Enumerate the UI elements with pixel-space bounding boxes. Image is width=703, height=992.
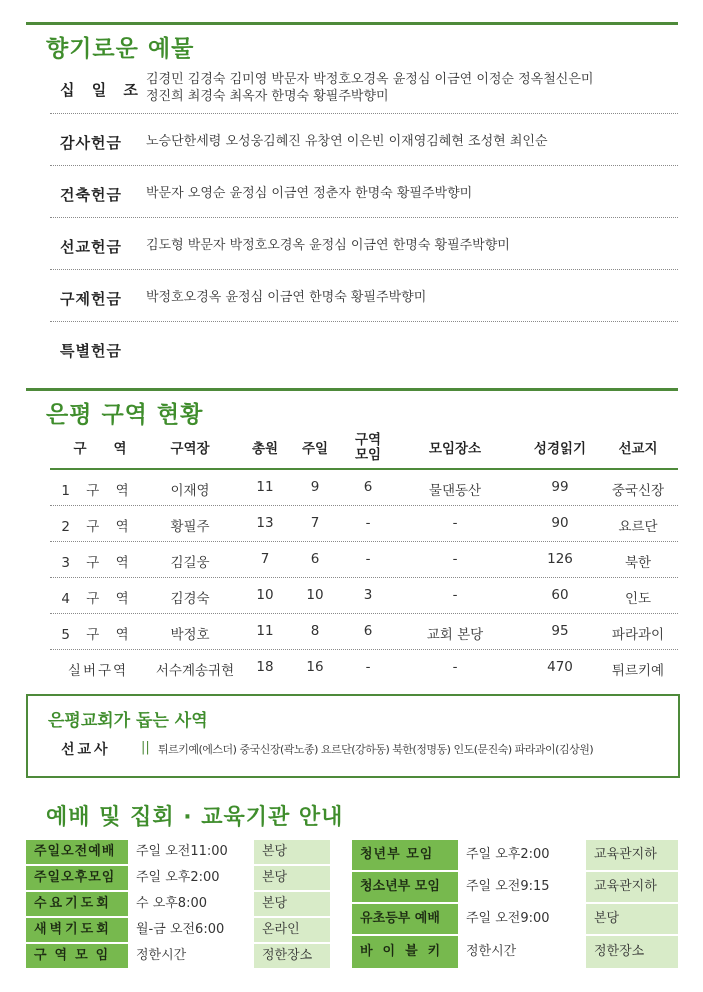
- worship-place: 교육관지하: [586, 840, 678, 870]
- worship-label: 주일오후모임: [26, 866, 128, 890]
- worship-place: 정한장소: [254, 944, 330, 968]
- col-meeting: 구역 모임: [354, 432, 382, 463]
- missions-box: [26, 694, 680, 778]
- worship-time: 주일 오후2:00: [458, 840, 586, 870]
- offering-row-building: [50, 166, 678, 218]
- district-row: 1 구 역 이재영 11 9 6 물댄동산 99 중국신장: [50, 470, 678, 506]
- worship-place: 본당: [586, 904, 678, 934]
- offering-label: 구제헌금: [60, 290, 122, 308]
- col-total: 총원: [251, 441, 279, 457]
- worship-label: 주일오전예배: [26, 840, 128, 864]
- districts-top-rule: [26, 388, 678, 391]
- offering-row-tithe: [50, 64, 678, 114]
- offerings-title: 향기로운 예물: [46, 36, 195, 62]
- offering-names: 박문자 오영순 윤정심 이금연 정춘자 한명숙 황필주박향미: [146, 186, 473, 201]
- worship-time: 주일 오후2:00: [128, 866, 254, 890]
- worship-place: 온라인: [254, 918, 330, 942]
- district-row: 5 구 역 박정호 11 8 6 교회 본당 95 파라과이: [50, 614, 678, 650]
- offering-names: 박정호오경옥 윤정심 이금연 한명숙 황필주박향미: [146, 290, 427, 305]
- missions-title: 은평교회가 돕는 사역: [48, 711, 208, 731]
- offering-label: 감사헌금: [60, 134, 122, 152]
- worship-label: 구역모임: [26, 944, 128, 968]
- worship-time: 정한시간: [128, 944, 254, 968]
- worship-place: 정한장소: [586, 936, 678, 968]
- offering-label: 십 일 조: [60, 81, 144, 99]
- offering-label: 선교헌금: [60, 238, 122, 256]
- districts-title: 은평 구역 현황: [46, 402, 204, 428]
- worship-label: 유초등부 예배: [352, 904, 458, 934]
- worship-label: 청소년부 모임: [352, 872, 458, 902]
- offering-names: 노승단한세령 오성웅김혜진 유창연 이은빈 이재영김혜현 조성현 최인순: [146, 134, 548, 149]
- offerings-top-rule: [26, 22, 678, 25]
- district-table-header: [50, 430, 678, 470]
- worship-time: 월-금 오전6:00: [128, 918, 254, 942]
- col-district: 구 역: [73, 441, 127, 457]
- district-row: 4 구 역 김경숙 10 10 3 - 60 인도: [50, 578, 678, 614]
- worship-time: 정한시간: [458, 936, 586, 968]
- worship-time: 수 오후8:00: [128, 892, 254, 916]
- offering-row-special: [50, 322, 678, 374]
- worship-label: 수요기도회: [26, 892, 128, 916]
- worship-title: 예배 및 집회 · 교육기관 안내: [46, 805, 344, 830]
- worship-label: 새벽기도회: [26, 918, 128, 942]
- offering-row-thanks: [50, 114, 678, 166]
- missions-label: 선교사: [61, 742, 111, 758]
- district-row: 실버구역 서수계송귀현 18 16 - - 470 튀르키예: [67, 659, 665, 679]
- worship-time: 주일 오전11:00: [128, 840, 254, 864]
- col-reading: 성경읽기: [533, 441, 587, 457]
- worship-label: 바이블키: [352, 936, 458, 968]
- district-row: 2 구 역 황필주 13 7 - - 90 요르단: [50, 506, 678, 542]
- offering-label: 건축헌금: [60, 186, 122, 204]
- offering-label: 특별헌금: [60, 342, 122, 360]
- worship-place: 본당: [254, 892, 330, 916]
- col-mission: 선교지: [618, 441, 658, 457]
- worship-place: 본당: [254, 840, 330, 864]
- col-leader: 구역장: [170, 441, 210, 457]
- worship-place: 본당: [254, 866, 330, 890]
- offering-names: 김도형 박문자 박정호오경옥 윤정심 이금연 한명숙 황필주박향미: [146, 238, 510, 253]
- worship-time: 주일 오전9:00: [458, 904, 586, 934]
- missions-separator: ||: [141, 740, 150, 755]
- worship-place: 교육관지하: [586, 872, 678, 902]
- worship-label: 청년부 모임: [352, 840, 458, 870]
- missions-list: 튀르키예(에스더) 중국신장(곽노종) 요르단(강하동) 북한(정명동) 인도(문진숙) 파라과이(김상원): [158, 743, 594, 756]
- worship-time: 주일 오전9:15: [458, 872, 586, 902]
- offering-row-mission: [50, 218, 678, 270]
- offering-row-relief: [50, 270, 678, 322]
- offering-names: 김경민 김경숙 김미영 박문자 박정호오경옥 윤정심 이금연 이정순 정옥철신은미 정진희 최경숙 최옥자 한명숙 황필주박향미: [146, 72, 594, 104]
- col-place: 모임장소: [428, 441, 482, 457]
- district-row: 3 구 역 김길웅 7 6 - - 126 북한: [50, 542, 678, 578]
- col-sunday: 주일: [301, 441, 329, 457]
